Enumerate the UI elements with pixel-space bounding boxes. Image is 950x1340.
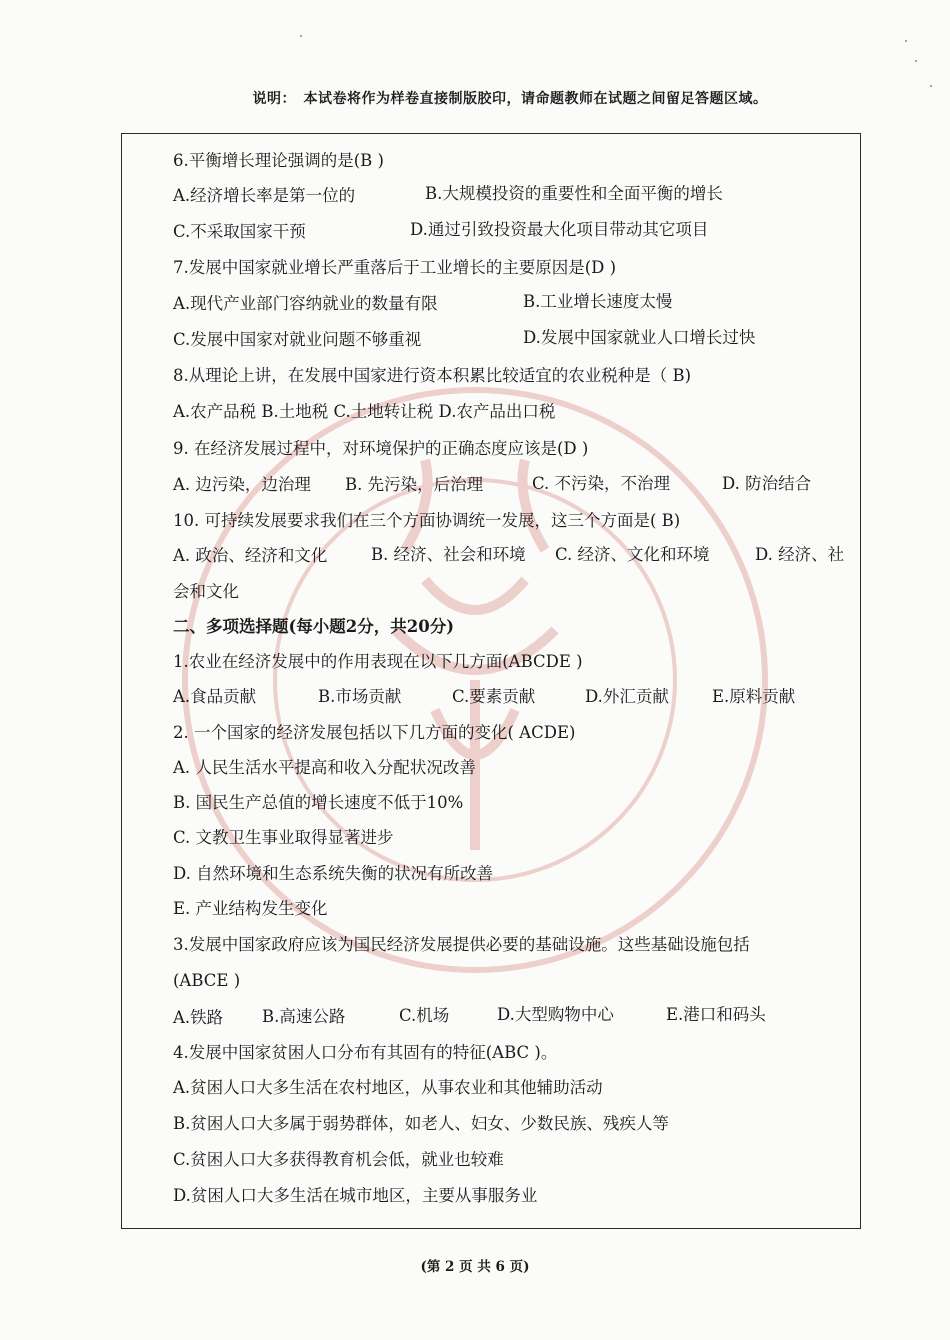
m3-option-e: E.港口和码头 xyxy=(666,1005,766,1024)
q7-option-c: C.发展中国家对就业问题不够重视 xyxy=(173,330,422,349)
q6-option-a: A.经济增长率是第一位的 xyxy=(173,186,356,205)
m4-stem: 4.发展中国家贫困人口分布有其固有的特征(ABC )。 xyxy=(173,1043,558,1062)
scan-speck xyxy=(905,40,907,42)
m1-stem: 1.农业在经济发展中的作用表现在以下几方面(ABCDE ) xyxy=(173,652,583,671)
q7-stem: 7.发展中国家就业增长严重落后于工业增长的主要原因是(D ) xyxy=(173,258,617,277)
q7-option-b: B.工业增长速度太慢 xyxy=(523,292,673,311)
q6-option-b: B.大规模投资的重要性和全面平衡的增长 xyxy=(425,184,723,203)
m2-option-c: C. 文教卫生事业取得显著进步 xyxy=(173,828,394,847)
m2-option-a: A. 人民生活水平提高和收入分配状况改善 xyxy=(173,758,476,777)
m3-option-d: D.大型购物中心 xyxy=(497,1005,614,1024)
q9-stem: 9. 在经济发展过程中，对环境保护的正确态度应该是(D ) xyxy=(173,439,589,458)
scan-speck xyxy=(915,60,917,62)
q10-option-b: B. 经济、社会和环境 xyxy=(371,545,526,564)
m3-option-a: A.铁路 xyxy=(173,1008,224,1027)
q6-option-c: C.不采取国家干预 xyxy=(173,222,306,241)
scan-speck xyxy=(300,35,302,37)
watermark-seal xyxy=(175,380,775,980)
header-note: 说明： 本试卷将作为样卷直接制版胶印，请命题教师在试题之间留足答题区域。 xyxy=(252,91,768,107)
m1-option-c: C.要素贡献 xyxy=(452,687,536,706)
q10-option-d: D. 经济、社 xyxy=(755,545,845,564)
m2-option-e: E. 产业结构发生变化 xyxy=(173,899,328,918)
q7-option-d: D.发展中国家就业人口增长过快 xyxy=(523,328,756,347)
m1-option-b: B.市场贡献 xyxy=(318,687,402,706)
m1-option-d: D.外汇贡献 xyxy=(585,687,669,706)
q6-option-d: D.通过引致投资最大化项目带动其它项目 xyxy=(410,220,709,239)
q8-stem: 8.从理论上讲，在发展中国家进行资本积累比较适宜的农业税种是（ B) xyxy=(173,366,692,385)
q8-options: A.农产品税 B.土地税 C.土地转让税 D.农产品出口税 xyxy=(173,402,556,421)
q10-option-d-continued: 会和文化 xyxy=(173,582,239,601)
q9-option-b: B. 先污染，后治理 xyxy=(345,475,484,494)
m3-option-c: C.机场 xyxy=(399,1006,450,1025)
q10-option-c: C. 经济、文化和环境 xyxy=(555,545,710,564)
page-number-footer: (第 2 页 共 6 页) xyxy=(420,1259,530,1275)
q9-option-c: C. 不污染，不治理 xyxy=(532,474,671,493)
m3-option-b: B.高速公路 xyxy=(262,1007,346,1026)
m2-option-b: B. 国民生产总值的增长速度不低于10% xyxy=(173,793,464,812)
m2-option-d: D. 自然环境和生态系统失衡的状况有所改善 xyxy=(173,864,494,883)
q9-option-d: D. 防治结合 xyxy=(722,474,812,493)
m2-stem: 2. 一个国家的经济发展包括以下几方面的变化( ACDE) xyxy=(173,723,576,742)
q10-stem: 10. 可持续发展要求我们在三个方面协调统一发展，这三个方面是( B) xyxy=(173,511,681,530)
q6-stem: 6.平衡增长理论强调的是(B ) xyxy=(173,151,384,170)
q7-option-a: A.现代产业部门容纳就业的数量有限 xyxy=(173,294,438,313)
m4-option-a: A.贫困人口大多生活在农村地区，从事农业和其他辅助活动 xyxy=(173,1078,603,1097)
m1-option-e: E.原料贡献 xyxy=(712,687,796,706)
q9-option-a: A. 边污染，边治理 xyxy=(173,475,311,494)
section2-title: 二、多项选择题(每小题2分，共20分) xyxy=(173,617,455,636)
m3-stem: 3.发展中国家政府应该为国民经济发展提供必要的基础设施。这些基础设施包括 xyxy=(173,935,750,954)
m4-option-d: D.贫困人口大多生活在城市地区，主要从事服务业 xyxy=(173,1186,538,1205)
m4-option-b: B.贫困人口大多属于弱势群体，如老人、妇女、少数民族、残疾人等 xyxy=(173,1114,669,1133)
m1-option-a: A.食品贡献 xyxy=(173,687,257,706)
m3-stem-continued: (ABCE ) xyxy=(173,971,241,990)
q10-option-a: A. 政治、经济和文化 xyxy=(173,546,328,565)
scan-speck xyxy=(930,85,932,87)
m4-option-c: C.贫困人口大多获得教育机会低，就业也较难 xyxy=(173,1150,504,1169)
